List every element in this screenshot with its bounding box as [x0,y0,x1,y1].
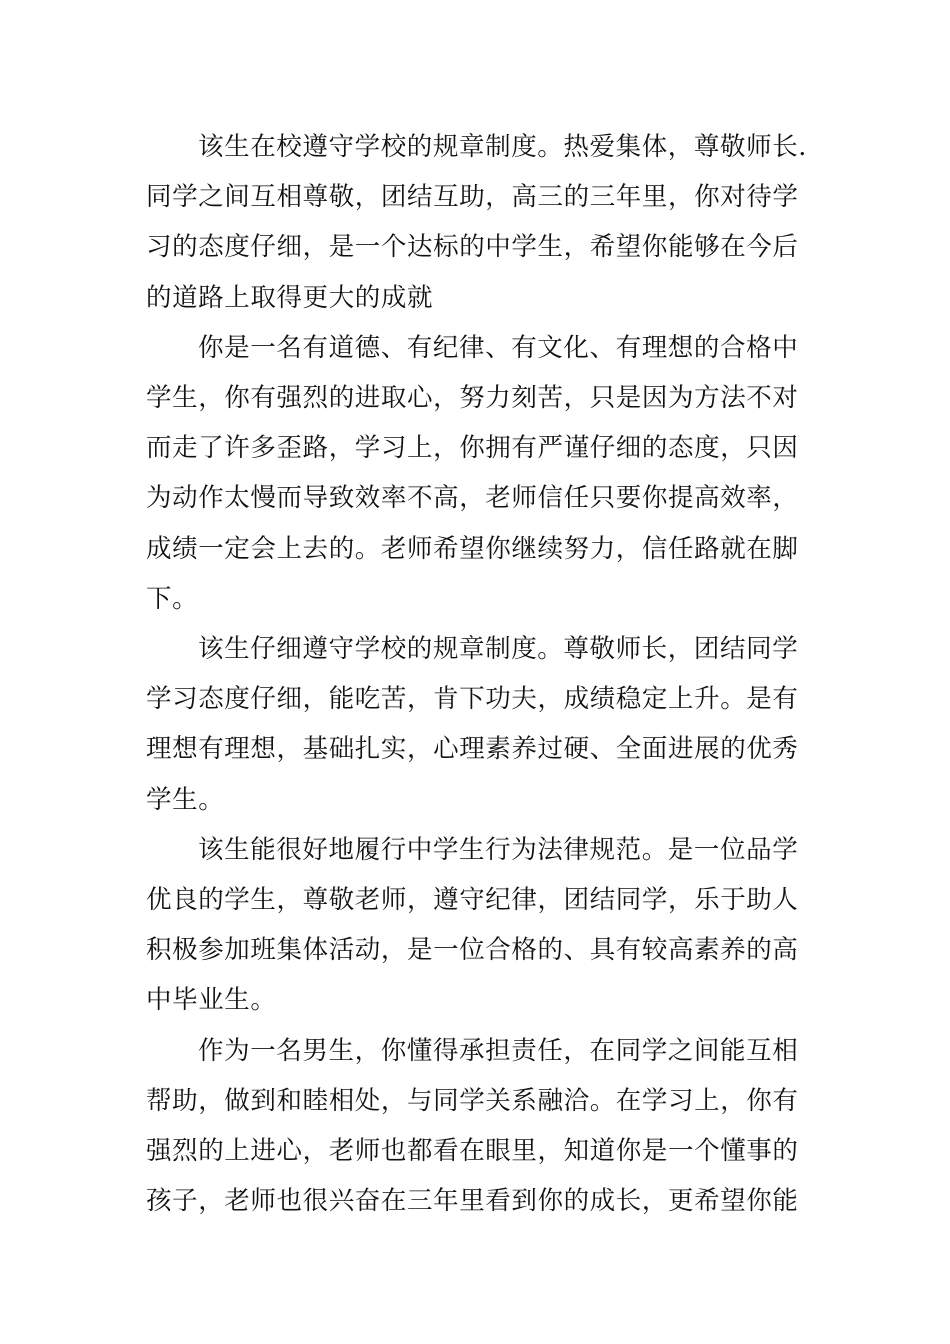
paragraph-line: 强烈的上进心，老师也都看在眼里，知道你是一个懂事的 [146,1136,799,1167]
paragraph-line: 学生。 [146,784,225,815]
paragraph-3 [146,624,808,825]
paragraph-line: 理想有理想，基础扎实，心理素养过硬、全面进展的优秀 [146,734,799,765]
paragraph-line: 你是一名有道德、有纪律、有文化、有理想的合格中 [198,332,799,363]
paragraph-2 [146,323,808,624]
paragraph-4 [146,825,808,1026]
paragraph-5 [146,1026,808,1227]
paragraph-line: 该生能很好地履行中学生行为法律规范。是一位品学 [198,834,799,865]
paragraph-1 [146,122,808,323]
paragraph-line: 孩子，老师也很兴奋在三年里看到你的成长，更希望你能 [146,1186,799,1217]
paragraph-line: 学生，你有强烈的进取心，努力刻苦，只是因为方法不对 [146,383,799,414]
document-body [146,122,808,1226]
paragraph-line: 优良的学生，尊敬老师，遵守纪律，团结同学，乐于助人 [146,885,799,916]
paragraph-line: 同学之间互相尊敬，团结互助，高三的三年里，你对待学 [146,182,799,213]
paragraph-line: 该生仔细遵守学校的规章制度。尊敬师长，团结同学 [198,634,799,665]
paragraph-line: 的道路上取得更大的成就 [146,282,434,313]
paragraph-line: 中毕业生。 [146,985,277,1016]
paragraph-line: 积极参加班集体活动，是一位合格的、具有较高素养的高 [146,935,799,966]
paragraph-line: 学习态度仔细，能吃苦，肯下功夫，成绩稳定上升。是有 [146,684,799,715]
paragraph-line: 成绩一定会上去的。老师希望你继续努力，信任路就在脚 [146,533,799,564]
paragraph-line: 而走了许多歪路，学习上，你拥有严谨仔细的态度，只因 [146,433,799,464]
paragraph-line: 为动作太慢而导致效率不高，老师信任只要你提高效率， [146,483,799,514]
paragraph-line: 帮助，做到和睦相处，与同学关系融洽。在学习上，你有 [146,1085,799,1116]
paragraph-line: 该生在校遵守学校的规章制度。热爱集体，尊敬师长. [198,132,808,162]
paragraph-line: 习的态度仔细，是一个达标的中学生，希望你能够在今后 [146,232,799,263]
paragraph-line: 下。 [146,583,199,614]
paragraph-line: 作为一名男生，你懂得承担责任，在同学之间能互相 [198,1035,799,1066]
